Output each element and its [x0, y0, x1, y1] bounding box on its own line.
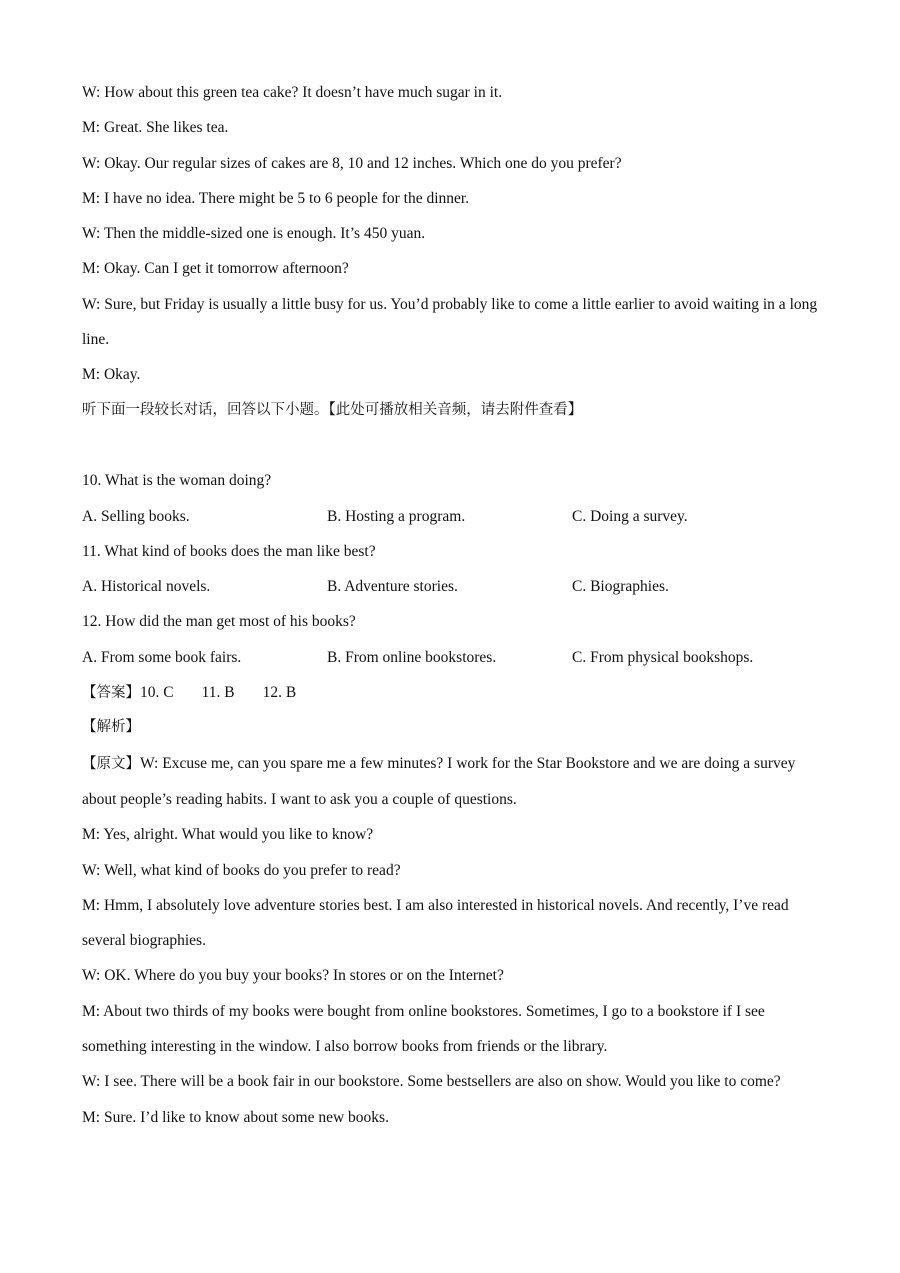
question-options	[82, 640, 822, 675]
question-stem: 12. How did the man get most of his books?	[82, 613, 356, 631]
answer-item: 12. B	[262, 684, 297, 702]
dialogue-line: W: Then the middle-sized one is enough. It’s 450 yuan.	[82, 225, 426, 243]
answer-key	[82, 675, 822, 710]
question-stem: 11. What kind of books does the man like best?	[82, 542, 376, 560]
option-c: C. Biographies.	[572, 578, 669, 596]
transcript-label: 【原文】	[82, 755, 140, 772]
transcript-line: W: I see. There will be a book fair in our bookstore. Some bestsellers are also on show. Would you like to come?	[82, 1073, 781, 1091]
transcript-text: W: Excuse me, can you spare me a few minutes? I work for the Star Bookstore and we are doing a survey about people’s reading habits. I want to ask you a couple of questions.	[82, 754, 796, 808]
transcript-first-line	[82, 746, 822, 818]
option-c: C. From physical bookshops.	[572, 648, 754, 666]
listening-instruction: 听下面一段较长对话，回答以下小题。【此处可播放相关音频，请去附件查看】	[82, 401, 583, 418]
transcript-line: M: Yes, alright. What would you like to know?	[82, 826, 374, 844]
question-options	[82, 569, 822, 604]
option-a: A. Historical novels.	[82, 578, 211, 596]
document-page	[82, 75, 822, 1135]
option-a: A. From some book fairs.	[82, 648, 242, 666]
question-options	[82, 499, 822, 534]
option-b: B. Adventure stories.	[327, 578, 458, 596]
question-stem: 10. What is the woman doing?	[82, 472, 272, 490]
dialogue-line: M: I have no idea. There might be 5 to 6 people for the dinner.	[82, 189, 470, 207]
dialogue-line: W: How about this green tea cake? It doesn’t have much sugar in it.	[82, 84, 503, 101]
option-a: A. Selling books.	[82, 507, 190, 525]
answer-item: 10. C	[140, 684, 174, 702]
option-b: B. Hosting a program.	[327, 507, 466, 525]
dialogue-line: M: Okay. Can I get it tomorrow afternoon?	[82, 260, 349, 278]
transcript-line: W: Well, what kind of books do you prefer to read?	[82, 861, 401, 879]
answer-label: 【答案】	[82, 685, 140, 702]
option-c: C. Doing a survey.	[572, 507, 688, 525]
dialogue-line: W: Okay. Our regular sizes of cakes are 8, 10 and 12 inches. Which one do you prefer?	[82, 154, 622, 172]
blank-line	[82, 428, 822, 463]
dialogue-line: M: Okay.	[82, 366, 141, 384]
dialogue-line: W: Sure, but Friday is usually a little busy for us. You’d probably like to come a little earlier to avoid waiting in a long line.	[82, 295, 818, 349]
transcript-line: W: OK. Where do you buy your books? In stores or on the Internet?	[82, 967, 504, 985]
transcript-line: M: Sure. I’d like to know about some new books.	[82, 1108, 389, 1126]
analysis-label: 【解析】	[82, 719, 140, 736]
transcript-line: M: About two thirds of my books were bought from online bookstores. Sometimes, I go to a bookstore if I see something interesting in the window. I also borrow books from friends or the library.	[82, 1002, 765, 1056]
dialogue-line: M: Great. She likes tea.	[82, 119, 229, 137]
transcript-line: M: Hmm, I absolutely love adventure stories best. I am also interested in historical novels. And recently, I’ve read several biographies.	[82, 896, 789, 950]
answer-item: 11. B	[201, 684, 235, 702]
option-b: B. From online bookstores.	[327, 648, 497, 666]
